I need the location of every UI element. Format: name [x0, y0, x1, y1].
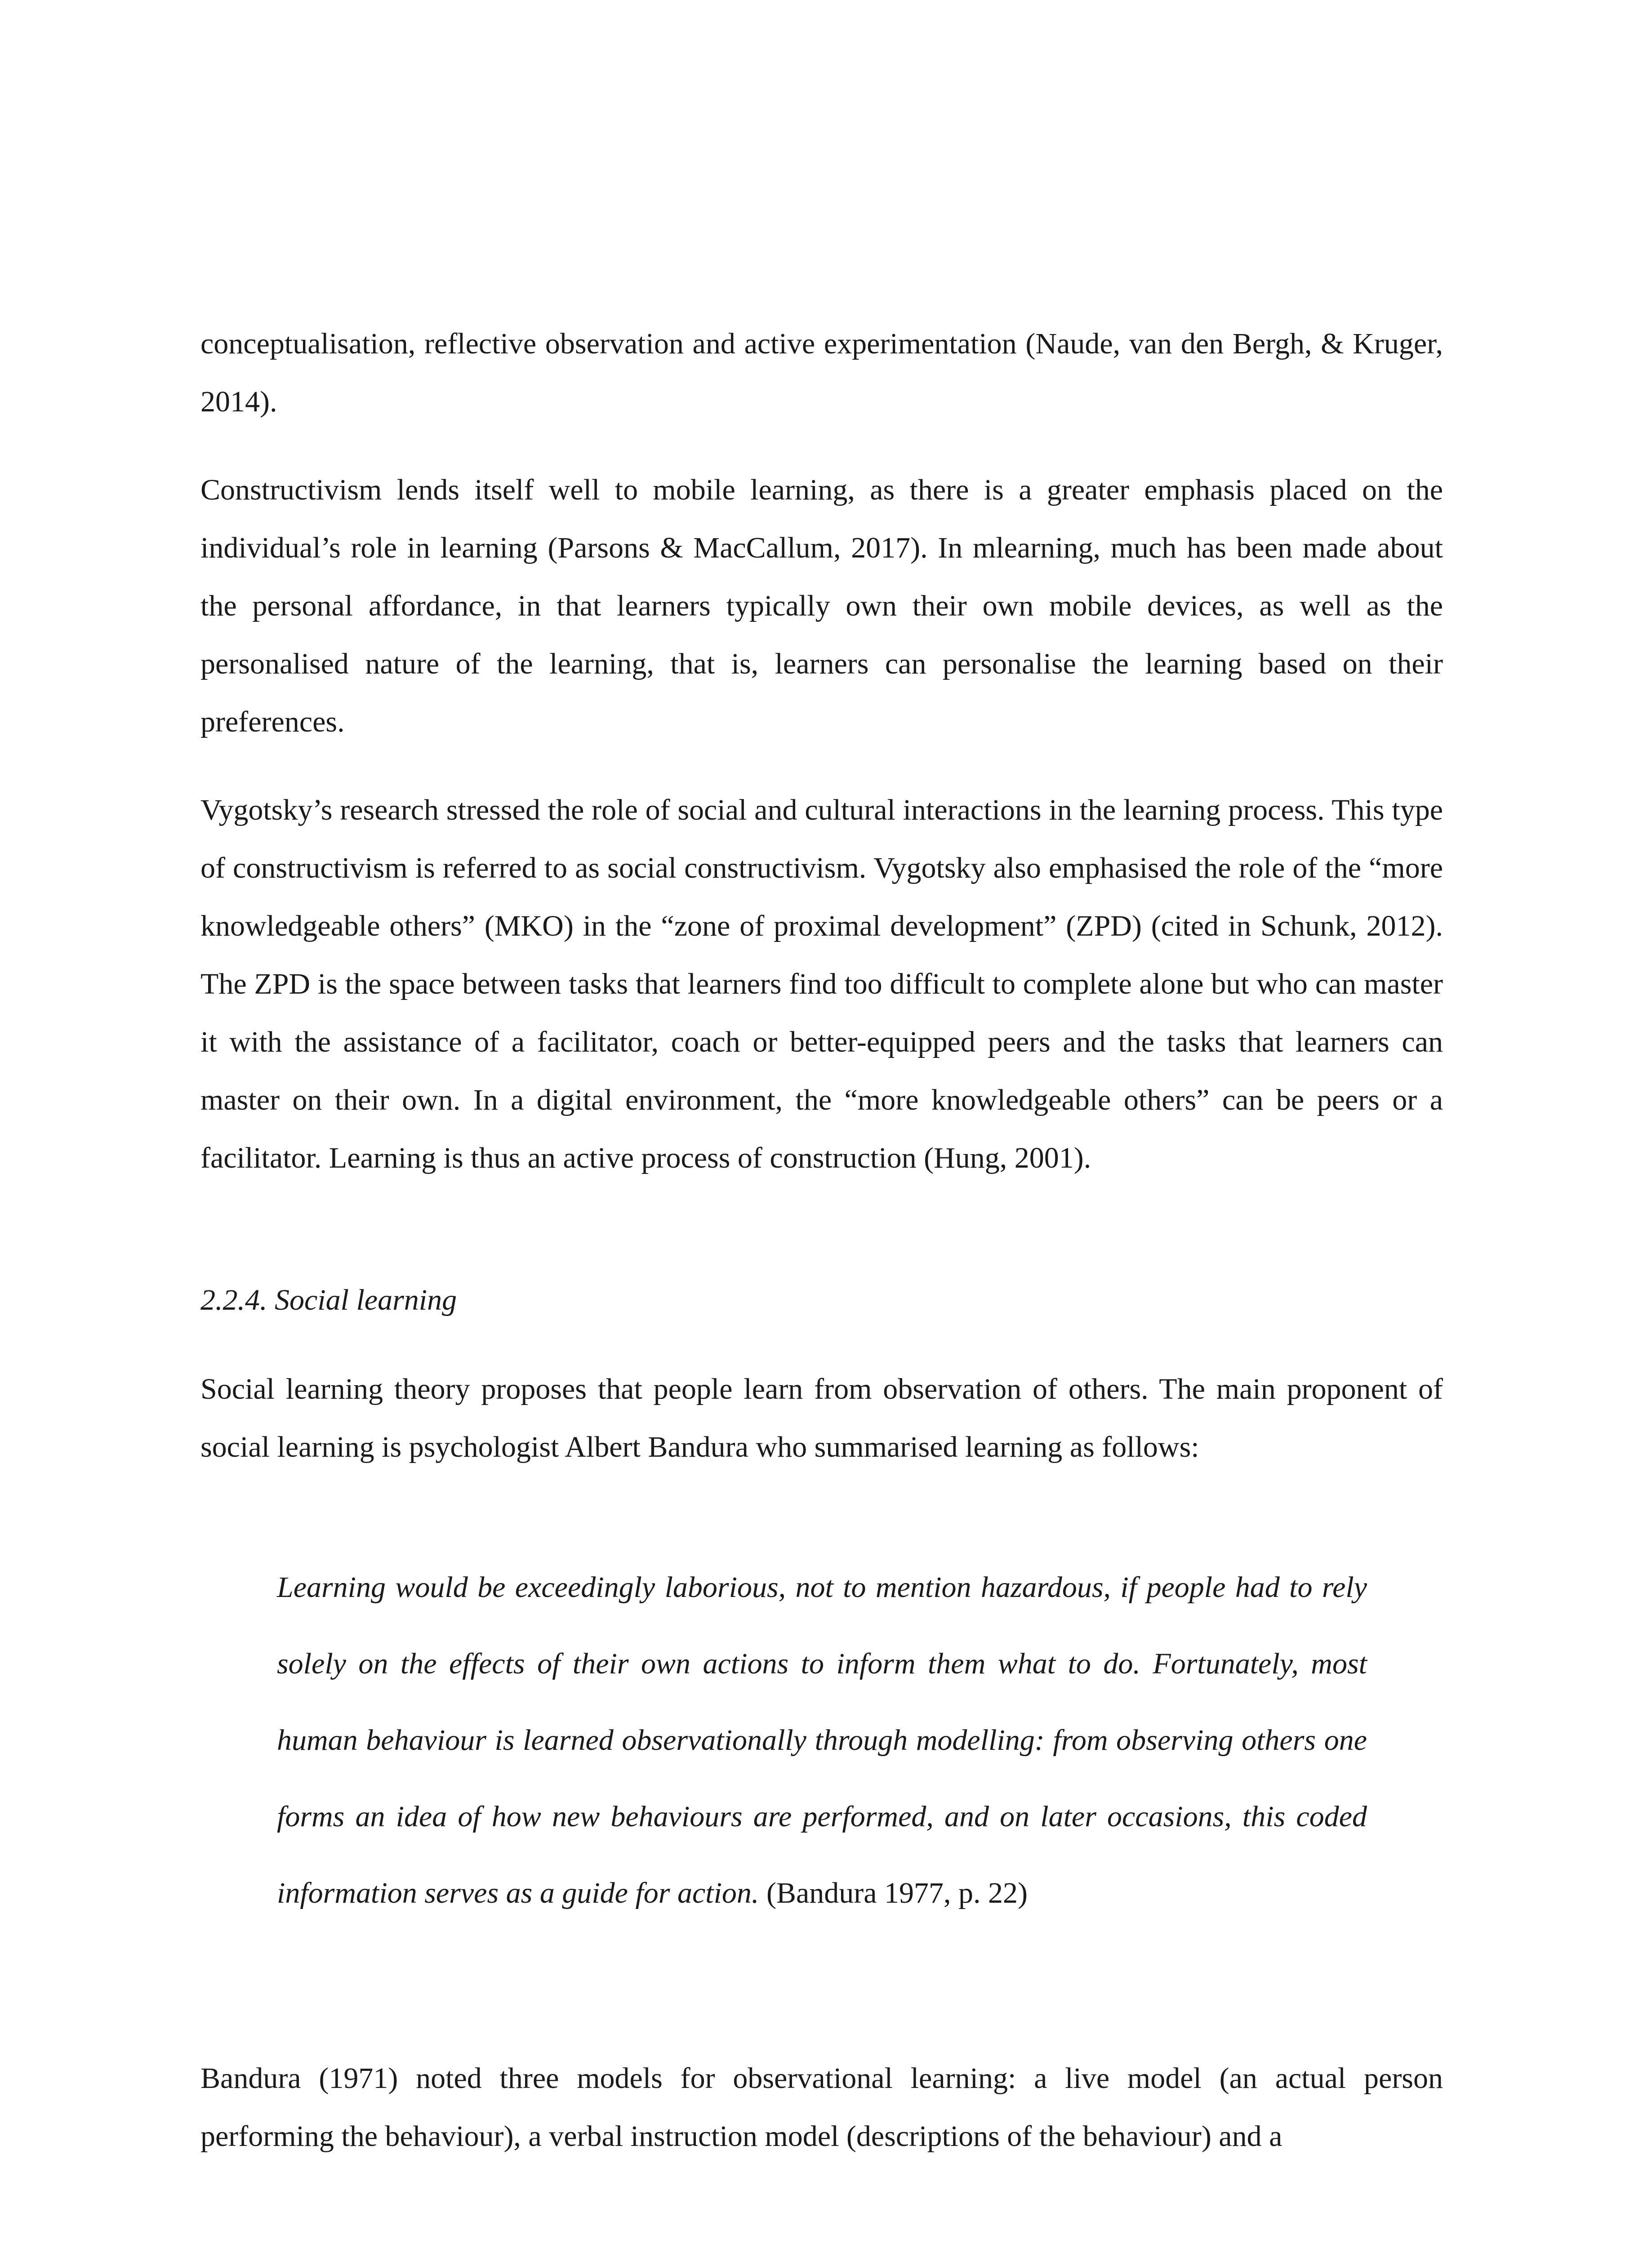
paragraph-social-learning-theory: Social learning theory proposes that people learn from observation of others. The main proponent of social learning is psychologist Albert Bandura who summarised learning as follows:	[200, 1373, 1443, 1463]
quote-text: Learning would be exceedingly laborious, not to mention hazardous, if people had to rely solely on the effects of their own actions to inform them what to do. Fortunately, most human behaviour is learned observationally through modelling: from observing others one forms an idea of how new behaviours are performed, and on later occasions, this coded information serves as a guide for action.	[277, 1571, 1367, 1909]
paragraph-constructivism-mobile: Constructivism lends itself well to mobile learning, as there is a greater emphasis placed on the individual’s role in learning (Parsons & MacCallum, 2017). In mlearning, much has been made about the personal affordance, in that learners typically own their own mobile devices, as well as the personalised nature of the learning, that is, learners can personalise the learning based on their preferences.	[200, 473, 1443, 738]
paragraph-kolb-continuation: conceptualisation, reflective observation and active experimentation (Naude, van den Bergh, & Kruger, 2014).	[200, 327, 1443, 418]
quote-citation: (Bandura 1977, p. 22)	[759, 1877, 1028, 1909]
paragraph-vygotsky: Vygotsky’s research stressed the role of social and cultural interactions in the learning process. This type of constructivism is referred to as social constructivism. Vygotsky also emphasised the role of the “more knowledgeable others” (MKO) in the “zone of proximal development” (ZPD) (cited in Schunk, 2012). The ZPD is the space between tasks that learners find too difficult to complete alone but who can master it with the assistance of a facilitator, coach or better-equipped peers and the tasks that learners can master on their own. In a digital environment, the “more knowledgeable others” can be peers or a facilitator. Learning is thus an active process of construction (Hung, 2001).	[200, 794, 1443, 1174]
block-quote-bandura	[277, 1549, 1367, 1931]
section-heading-social-learning: 2.2.4. Social learning	[200, 1284, 457, 1316]
paragraph-bandura-models: Bandura (1971) noted three models for observational learning: a live model (an actual person performing the behaviour), a verbal instruction model (descriptions of the behaviour) and a	[200, 2062, 1443, 2153]
